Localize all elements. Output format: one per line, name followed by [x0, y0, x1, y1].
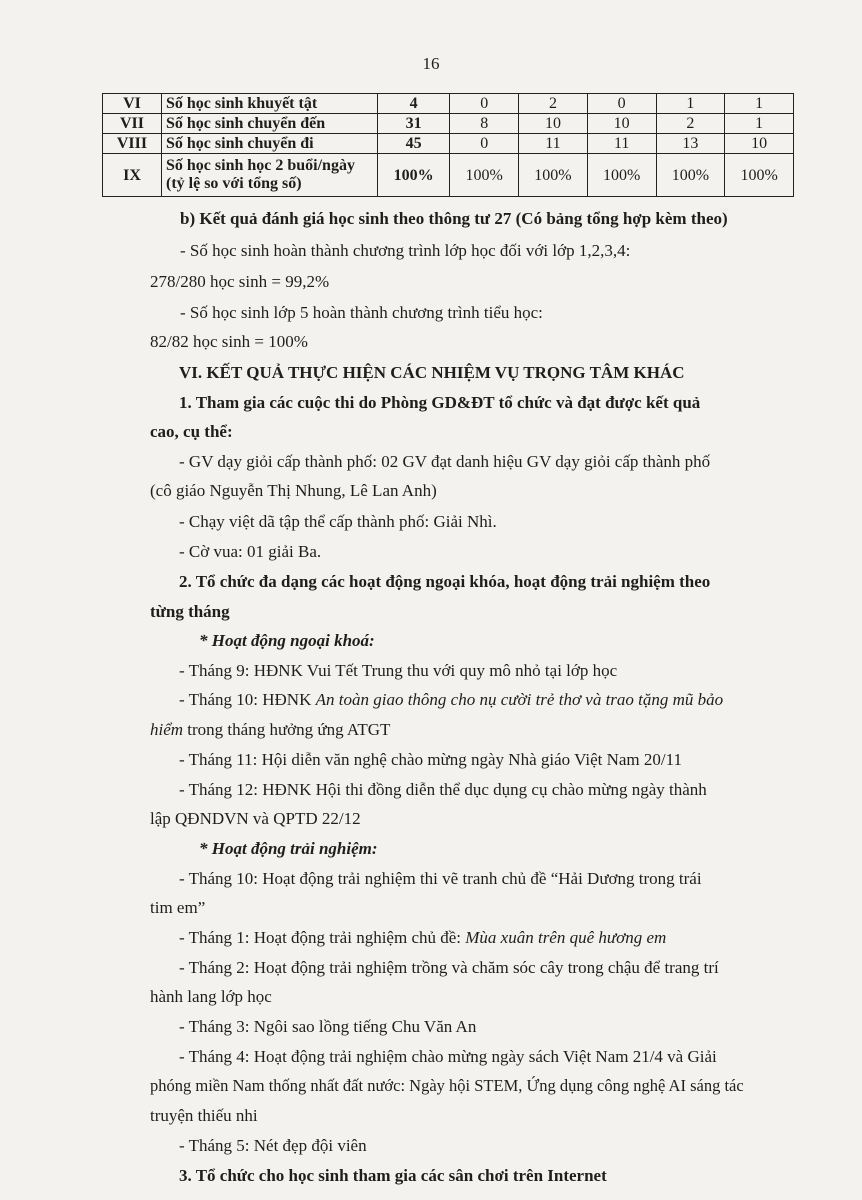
cell-value: 0 — [450, 94, 519, 114]
subsection-heading: 3. Tổ chức cho học sinh tham gia các sân chơi trên Internet — [179, 1166, 607, 1185]
row-label: Số học sinh khuyết tật — [162, 94, 378, 114]
text-run-italic: Mùa xuân trên quê hương em — [465, 928, 667, 947]
cell-value: 100% — [656, 154, 725, 197]
cell-value: 1 — [725, 114, 794, 134]
paragraph: tim em” — [150, 898, 206, 917]
page-number: 16 — [422, 54, 440, 73]
activity-group-heading: * Hoạt động trải nghiệm: — [199, 839, 378, 858]
text-run: trong tháng hưởng ứng ATGT — [183, 720, 391, 739]
paragraph: phóng miền Nam thống nhất đất nước: Ngày hội STEM, Ứng dụng công nghệ AI sáng tác — [150, 1076, 744, 1095]
subsection-heading: 1. Tham gia các cuộc thi do Phòng GD&ĐT tổ chức và đạt được kết quả — [179, 393, 701, 412]
section-heading: VI. KẾT QUẢ THỰC HIỆN CÁC NHIỆM VỤ TRỌNG TÂM KHÁC — [179, 363, 685, 382]
cell-value: 100% — [519, 154, 588, 197]
row-label: Số học sinh chuyển đi — [162, 134, 378, 154]
row-number: VII — [103, 114, 162, 134]
cell-value: 11 — [519, 134, 588, 154]
text-run-italic: An toàn giao thông cho nụ cười trẻ thơ và trao tặng mũ bảo — [315, 690, 724, 709]
text-run: - Tháng 1: Hoạt động trải nghiệm chủ đề: — [179, 928, 466, 947]
row-label-line: Số học sinh học 2 buổi/ngày — [166, 157, 355, 174]
row-number: VIII — [103, 134, 162, 154]
cell-value: 2 — [656, 114, 725, 134]
paragraph: - Tháng 12: HĐNK Hội thi đồng diễn thể dục dụng cụ chào mừng ngày thành — [179, 780, 707, 799]
paragraph: - Tháng 10: Hoạt động trải nghiệm thi vẽ tranh chủ đề “Hải Dương trong trái — [179, 869, 702, 888]
paragraph — [179, 689, 723, 710]
results-heading: b) Kết quả đánh giá học sinh theo thông tư 27 (Có bảng tổng hợp kèm theo) — [180, 209, 728, 228]
paragraph: - Số học sinh lớp 5 hoàn thành chương trình tiểu học: — [180, 303, 543, 322]
paragraph: (cô giáo Nguyễn Thị Nhung, Lê Lan Anh) — [150, 481, 437, 500]
subsection-heading: 2. Tổ chức đa dạng các hoạt động ngoại khóa, hoạt động trải nghiệm theo — [179, 572, 711, 591]
paragraph: - Cờ vua: 01 giải Ba. — [179, 542, 322, 561]
cell-value: 100% — [587, 154, 656, 197]
table-row — [103, 94, 794, 114]
paragraph: hành lang lớp học — [150, 987, 272, 1006]
row-label: Số học sinh chuyển đến — [162, 114, 378, 134]
paragraph: - Chạy việt dã tập thể cấp thành phố: Giải Nhì. — [179, 512, 497, 531]
cell-value: 11 — [587, 134, 656, 154]
cell-value: 10 — [587, 114, 656, 134]
table-row — [103, 154, 794, 197]
paragraph — [179, 927, 666, 948]
paragraph: - Số học sinh hoàn thành chương trình lớp học đối với lớp 1,2,3,4: — [180, 241, 631, 260]
paragraph: - GV dạy giỏi cấp thành phố: 02 GV đạt danh hiệu GV dạy giỏi cấp thành phố — [179, 452, 711, 471]
paragraph: - Tháng 4: Hoạt động trải nghiệm chào mừng ngày sách Việt Nam 21/4 và Giải — [179, 1047, 717, 1066]
paragraph: - Tháng 9: HĐNK Vui Tết Trung thu với quy mô nhỏ tại lớp học — [179, 661, 618, 680]
cell-value: 1 — [725, 94, 794, 114]
paragraph: 82/82 học sinh = 100% — [150, 332, 308, 351]
paragraph: - Tháng 5: Nét đẹp đội viên — [179, 1136, 367, 1155]
cell-value: 31 — [378, 114, 450, 134]
cell-value: 10 — [725, 134, 794, 154]
cell-value: 45 — [378, 134, 450, 154]
row-label — [162, 154, 378, 197]
subsection-heading: từng tháng — [150, 602, 230, 621]
cell-value: 0 — [450, 134, 519, 154]
row-number: IX — [103, 154, 162, 197]
paragraph: - Tháng 2: Hoạt động trải nghiệm trồng và chăm sóc cây trong chậu để trang trí — [179, 958, 719, 977]
paragraph: truyện thiếu nhi — [150, 1106, 258, 1125]
paragraph: - Tháng 3: Ngôi sao lồng tiếng Chu Văn An — [179, 1017, 477, 1036]
cell-value: 1 — [656, 94, 725, 114]
statistics-table — [102, 93, 794, 197]
subsection-heading: cao, cụ thể: — [150, 422, 233, 441]
cell-value: 100% — [378, 154, 450, 197]
cell-value: 100% — [450, 154, 519, 197]
cell-value: 2 — [519, 94, 588, 114]
paragraph: - Tháng 11: Hội diễn văn nghệ chào mừng ngày Nhà giáo Việt Nam 20/11 — [179, 750, 682, 769]
table-row — [103, 114, 794, 134]
text-run: - Tháng 10: HĐNK — [179, 690, 316, 709]
activity-group-heading: * Hoạt động ngoại khoá: — [199, 631, 375, 650]
cell-value: 13 — [656, 134, 725, 154]
table-row — [103, 134, 794, 154]
cell-value: 8 — [450, 114, 519, 134]
cell-value: 100% — [725, 154, 794, 197]
cell-value: 4 — [378, 94, 450, 114]
row-label-line: (tỷ lệ so với tổng số) — [166, 175, 302, 192]
paragraph: 278/280 học sinh = 99,2% — [150, 272, 330, 291]
cell-value: 0 — [587, 94, 656, 114]
text-run-italic: hiểm — [150, 720, 184, 739]
paragraph: lập QĐNDVN và QPTD 22/12 — [150, 809, 361, 828]
paragraph — [150, 719, 390, 740]
row-number: VI — [103, 94, 162, 114]
cell-value: 10 — [519, 114, 588, 134]
